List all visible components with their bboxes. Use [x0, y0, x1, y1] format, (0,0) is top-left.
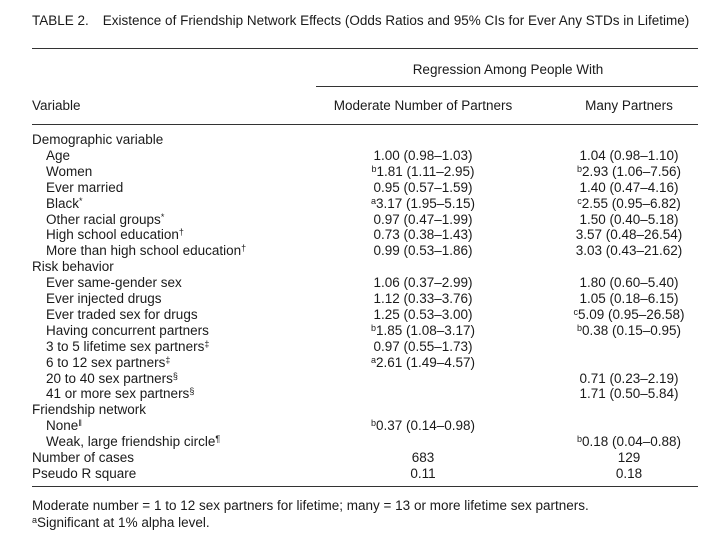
- table-row: [0, 418, 720, 434]
- table-row: [0, 243, 720, 259]
- table-row: [0, 307, 720, 323]
- row-label-footnote-mark: †: [241, 243, 247, 254]
- cell-many-partners: [524, 466, 720, 482]
- row-label-text: Demographic variable: [32, 132, 164, 147]
- row-label-footnote-mark: §: [189, 386, 195, 397]
- cell-many-partners: [524, 196, 720, 212]
- row-label: [46, 227, 184, 243]
- cell-many-partners: [524, 291, 720, 307]
- section-label: [32, 450, 134, 466]
- cell-many-partners: [524, 371, 720, 387]
- significance-mark: b: [576, 163, 582, 174]
- significance-mark: b: [370, 418, 376, 429]
- cell-value: 1.71 (0.50–5.84): [579, 386, 679, 402]
- section-label: [32, 402, 146, 418]
- table-row: [0, 323, 720, 339]
- cell-many-partners: [524, 386, 720, 402]
- table-row: [0, 339, 720, 355]
- cell-value: 3.17 (1.95–5.15): [375, 195, 476, 211]
- row-label: [46, 418, 82, 434]
- row-label-text: Ever same-gender sex: [46, 275, 182, 291]
- cell-value: 0.73 (0.38–1.43): [373, 227, 473, 243]
- table-row: [0, 371, 720, 387]
- cell-many-partners: [524, 180, 720, 196]
- row-label-footnote-mark: ‡: [204, 338, 210, 349]
- cell-value: 0.99 (0.53–1.86): [373, 243, 473, 259]
- row-label-footnote-mark: †: [178, 227, 184, 238]
- table-row: [0, 275, 720, 291]
- header-variable: Variable: [32, 98, 81, 113]
- cell-moderate-partners: [318, 196, 528, 212]
- row-label: [46, 180, 123, 196]
- cell-many-partners: [524, 148, 720, 164]
- cell-value: 1.81 (1.11–2.95): [376, 163, 475, 179]
- cell-many-partners: [524, 164, 720, 180]
- cell-value: 0.11: [410, 465, 436, 481]
- significance-mark: c: [573, 306, 578, 317]
- cell-moderate-partners: [318, 307, 528, 323]
- row-label: [46, 291, 162, 307]
- cell-value: 0.97 (0.47–1.99): [373, 211, 473, 227]
- cell-moderate-partners: [318, 339, 528, 355]
- significance-mark: a: [370, 354, 376, 365]
- row-label-text: None: [46, 418, 79, 434]
- header-moderate-partners: Moderate Number of Partners: [333, 98, 513, 113]
- row-label-footnote-mark: ¶: [215, 434, 221, 445]
- row-label-footnote-mark: *: [160, 211, 165, 222]
- row-label: [46, 196, 83, 212]
- row-label-text: Ever married: [46, 179, 124, 195]
- row-label: [46, 386, 194, 402]
- cell-many-partners: [524, 227, 720, 243]
- cell-moderate-partners: [318, 227, 528, 243]
- row-label: [46, 164, 92, 180]
- footnote-text: Significant at 1% alpha level.: [37, 515, 210, 530]
- table-row: [0, 259, 720, 275]
- cell-value: 1.40 (0.47–4.16): [579, 179, 679, 195]
- significance-mark: b: [371, 163, 377, 174]
- row-label-text: 20 to 40 sex partners: [46, 370, 173, 386]
- cell-moderate-partners: [318, 291, 528, 307]
- cell-moderate-partners: [318, 450, 528, 466]
- cell-value: 0.18: [615, 465, 643, 481]
- significance-mark: c: [577, 195, 582, 206]
- cell-many-partners: [524, 323, 720, 339]
- table-row: [0, 291, 720, 307]
- cell-value: 0.71 (0.23–2.19): [579, 370, 679, 386]
- significance-mark: b: [370, 322, 376, 333]
- row-label-text: Pseudo R square: [32, 465, 137, 481]
- row-label: [46, 339, 209, 355]
- cell-value: 0.95 (0.57–1.59): [373, 179, 473, 195]
- row-label: [46, 243, 246, 259]
- table-row: [0, 386, 720, 402]
- table-row: [0, 180, 720, 196]
- table-row: [0, 434, 720, 450]
- cell-moderate-partners: [318, 355, 528, 371]
- cell-value: 2.93 (1.06–7.56): [581, 163, 682, 179]
- cell-moderate-partners: [318, 466, 528, 482]
- row-label-text: 41 or more sex partners: [46, 386, 190, 402]
- cell-moderate-partners: [318, 212, 528, 228]
- row-label-footnote-mark: ‖: [78, 418, 82, 429]
- row-label: [46, 434, 220, 450]
- cell-value: 129: [617, 450, 641, 465]
- table-row: [0, 466, 720, 482]
- row-label: [46, 307, 198, 323]
- cell-moderate-partners: [318, 418, 528, 434]
- row-label-text: 3 to 5 lifetime sex partners: [46, 338, 205, 354]
- section-label: [32, 466, 136, 482]
- cell-value: 1.12 (0.33–3.76): [373, 291, 473, 306]
- row-label-text: More than high school education: [46, 243, 242, 259]
- row-label-text: Ever traded sex for drugs: [46, 306, 198, 322]
- table-row: [0, 355, 720, 371]
- cell-moderate-partners: [318, 243, 528, 259]
- row-label-text: Number of cases: [32, 450, 135, 465]
- row-label: [46, 212, 164, 228]
- cell-value: 1.06 (0.37–2.99): [373, 275, 473, 291]
- cell-value: 1.05 (0.18–6.15): [579, 291, 679, 306]
- row-label-text: 6 to 12 sex partners: [46, 354, 166, 370]
- cell-many-partners: [524, 275, 720, 291]
- cell-value: 1.00 (0.98–1.03): [373, 147, 473, 163]
- header-rule: [32, 124, 698, 125]
- row-label: [46, 323, 209, 339]
- significance-mark: a: [370, 195, 376, 206]
- cell-value: 3.03 (0.43–21.62): [575, 243, 683, 259]
- cell-value: 1.04 (0.98–1.10): [579, 147, 679, 163]
- row-label-text: Ever injected drugs: [46, 291, 162, 306]
- table-row: [0, 402, 720, 418]
- cell-moderate-partners: [318, 275, 528, 291]
- row-label-text: Women: [46, 163, 93, 179]
- cell-moderate-partners: [318, 164, 528, 180]
- cell-many-partners: [524, 450, 720, 466]
- significance-mark: b: [576, 434, 582, 445]
- row-label-text: Risk behavior: [32, 259, 114, 275]
- cell-many-partners: [524, 307, 720, 323]
- section-label: [32, 259, 114, 275]
- bottom-rule: [32, 486, 698, 487]
- cell-many-partners: [524, 243, 720, 259]
- row-label: [46, 355, 170, 371]
- row-label: [46, 148, 70, 164]
- spanner-rule: [316, 86, 698, 87]
- row-label-footnote-mark: §: [172, 370, 178, 381]
- row-label-text: High school education: [46, 227, 179, 243]
- cell-value: 0.18 (0.04–0.88): [581, 434, 682, 450]
- section-label: [32, 132, 163, 148]
- row-label-text: Weak, large friendship circle: [46, 434, 216, 450]
- significance-mark: b: [576, 322, 582, 333]
- footnote-definition: [32, 498, 589, 514]
- table-row: [0, 227, 720, 243]
- cell-value: 1.85 (1.08–3.17): [375, 322, 476, 338]
- table-row: [0, 164, 720, 180]
- cell-value: 683: [411, 450, 435, 465]
- table-caption: Existence of Friendship Network Effects (Odds Ratios and 95% CIs for Ever Any STDs in Lifetime): [102, 13, 690, 28]
- table-row: [0, 148, 720, 164]
- footnote-text: Moderate number = 1 to 12 sex partners for lifetime; many = 13 or more lifetime sex partners.: [32, 498, 589, 513]
- footnote-mark: a: [32, 515, 38, 525]
- row-label: [46, 275, 182, 291]
- cell-value: 1.50 (0.40–5.18): [579, 211, 679, 227]
- cell-many-partners: [524, 434, 720, 450]
- cell-moderate-partners: [318, 323, 528, 339]
- cell-many-partners: [524, 212, 720, 228]
- header-many-partners: Many Partners: [585, 98, 673, 113]
- row-label-footnote-mark: *: [79, 195, 83, 206]
- top-rule: [32, 48, 698, 49]
- table-row: [0, 132, 720, 148]
- table-label: TABLE 2.: [32, 13, 89, 28]
- table-row: [0, 212, 720, 228]
- cell-value: 3.57 (0.48–26.54): [575, 227, 683, 243]
- column-spanner: Regression Among People With: [412, 62, 604, 77]
- row-label-text: Age: [46, 147, 71, 163]
- table-row: [0, 196, 720, 212]
- cell-value: 2.55 (0.95–6.82): [581, 195, 681, 211]
- cell-moderate-partners: [318, 148, 528, 164]
- cell-value: 5.09 (0.95–26.58): [577, 306, 685, 322]
- row-label-text: Black: [46, 195, 80, 211]
- cell-value: 2.61 (1.49–4.57): [375, 354, 476, 370]
- row-label-text: Other racial groups: [46, 211, 161, 227]
- cell-value: 0.38 (0.15–0.95): [581, 322, 682, 338]
- row-label: [46, 371, 178, 387]
- row-label-text: Having concurrent partners: [46, 322, 209, 338]
- cell-value: 0.37 (0.14–0.98): [375, 418, 476, 434]
- cell-value: 1.80 (0.60–5.40): [579, 275, 679, 291]
- row-label-footnote-mark: ‡: [165, 354, 171, 365]
- table-row: [0, 450, 720, 466]
- footnote-significance: [32, 515, 210, 531]
- cell-value: 1.25 (0.53–3.00): [373, 306, 473, 322]
- table-title: [32, 12, 702, 29]
- row-label-text: Friendship network: [32, 402, 147, 418]
- cell-value: 0.97 (0.55–1.73): [373, 338, 473, 354]
- cell-moderate-partners: [318, 180, 528, 196]
